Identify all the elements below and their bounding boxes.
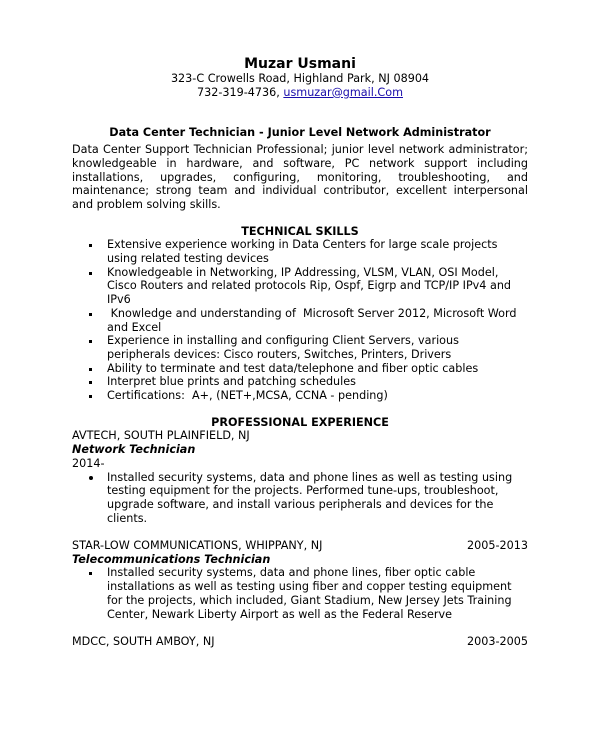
- contact-line: [72, 86, 528, 100]
- job-star-low: [72, 539, 528, 621]
- resume-page: [72, 56, 528, 649]
- company: AVTECH, SOUTH PLAINFIELD, NJ: [72, 429, 250, 443]
- job-bullet-text: Installed security systems, data and phone lines, fiber optic cable installations as well as testing using fiber and copper testing equipment for the projects, which included, Giant Stadium, New Jersey Jets Training Center, Newark Liberty Airport as well as the Federal Reserve: [107, 566, 512, 621]
- list-item: [72, 362, 528, 376]
- summary: Data Center Support Technician Professional; junior level network administrator; knowledgeable in hardware, and software, PC network support including installations, upgrades, configuring, monitoring, troubleshooting, and maintenance; strong team and individual contributor, excellent interpersonal and problem solving skills.: [72, 143, 528, 211]
- skills-heading: TECHNICAL SKILLS: [241, 224, 359, 238]
- bullet-icon: [89, 272, 92, 275]
- skill-text: Extensive experience working in Data Centers for large scale projects using related testing devices: [107, 238, 498, 266]
- list-item: [72, 238, 528, 265]
- email-link[interactable]: usmuzar@gmail.Com: [283, 85, 403, 99]
- bullet-icon: [89, 476, 93, 480]
- skill-text: Knowledgeable in Networking, IP Addressing, VLSM, VLAN, OSI Model, Cisco Routers and related protocols Rip, Ospf, Eigrp and TCP/IP IPv4 and IPv6: [107, 265, 512, 307]
- company: MDCC, SOUTH AMBOY, NJ: [72, 634, 215, 648]
- job-dates: 2005-2013: [467, 539, 528, 553]
- bullet-icon: [89, 395, 92, 398]
- bullet-icon: [89, 340, 92, 343]
- list-item: [72, 334, 528, 361]
- list-item: [72, 266, 528, 307]
- bullet-icon: [89, 313, 92, 316]
- experience-heading: PROFESSIONAL EXPERIENCE: [211, 415, 389, 429]
- skills-list: [72, 238, 528, 402]
- list-item: [72, 375, 528, 389]
- list-item: [72, 307, 528, 334]
- bullet-icon: [89, 244, 92, 247]
- skill-text: Interpret blue prints and patching schedules: [107, 375, 356, 389]
- candidate-name: Muzar Usmani: [244, 56, 356, 72]
- job-avtech: [72, 429, 528, 525]
- bullet-icon: [89, 381, 92, 384]
- skill-text: Certifications: A+, (NET+,MCSA, CCNA - pending): [107, 389, 388, 403]
- job-dates: 2014-: [72, 456, 105, 470]
- skill-text: Ability to terminate and test data/telephone and fiber optic cables: [107, 361, 479, 375]
- phone: 732-319-4736,: [197, 85, 280, 99]
- company: STAR-LOW COMMUNICATIONS, WHIPPANY, NJ: [72, 539, 323, 553]
- bullet-icon: [89, 572, 92, 575]
- job-dates: 2003-2005: [467, 634, 528, 648]
- bullet-icon: [89, 368, 92, 371]
- skill-text: Knowledge and understanding of Microsoft Server 2012, Microsoft Word and Excel: [107, 306, 521, 334]
- job-role: Network Technician: [72, 443, 196, 457]
- job-bullet-text: Installed security systems, data and phone lines as well as testing using testing equipment for the projects. Performed tune-ups, troubleshoot, upgrade software, and install various peripherals and devices for the clients.: [107, 470, 513, 525]
- job-role: Telecommunications Technician: [72, 552, 271, 566]
- list-item: [72, 389, 528, 403]
- skill-text: Experience in installing and configuring Client Servers, various peripherals devices: Cisco routers, Switches, Printers, Drivers: [107, 334, 459, 361]
- address: 323-C Crowells Road, Highland Park, NJ 08904: [170, 72, 430, 85]
- job-mdcc: [72, 635, 528, 649]
- list-item: [72, 566, 528, 621]
- list-item: [72, 471, 528, 526]
- objective-title: Data Center Technician - Junior Level Network Administrator: [109, 126, 491, 140]
